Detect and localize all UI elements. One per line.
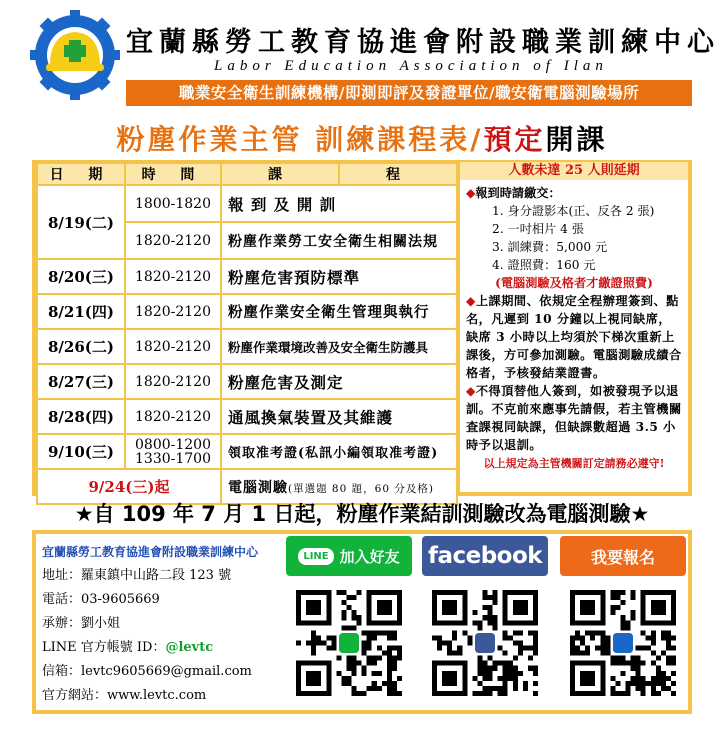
requirements-title: ◆報到時請繳交： (466, 186, 561, 200)
row-time: 1820-2120 (125, 222, 221, 259)
table-row (37, 364, 457, 399)
row-date: 8/27(三) (37, 364, 125, 399)
table-row (37, 434, 457, 469)
row-course: 報 到 及 開 訓 (221, 185, 457, 222)
facebook-qr-code-icon[interactable] (432, 590, 538, 696)
announcement-banner: ★自 109 年 7 月 1 日起，粉塵作業結訓測驗改為電腦測驗★ (74, 502, 650, 526)
row-time: 1820-2120 (125, 259, 221, 294)
policy-note: 以上規定為主管機關訂定請務必遵守! (483, 457, 665, 470)
contact-address: 地址：羅東鎮中山路二段 123 號 (42, 568, 232, 583)
org-title: 宜蘭縣勞工教育協進會附設職業訓練中心 (126, 27, 720, 58)
schedule-frame (32, 160, 692, 496)
row-course: 粉塵危害及測定 (221, 364, 457, 399)
table-row (37, 294, 457, 329)
row-date: 8/19(二) (37, 185, 125, 259)
course-title-planned: 預定 (483, 123, 546, 156)
contact-website[interactable]: 官方網站：www.levtc.com (42, 688, 207, 703)
table-row (37, 329, 457, 364)
header-course-2: 程 (339, 163, 457, 185)
row-time-afternoon: 1330-1700 (135, 450, 211, 467)
row-time: 1820-2120 (125, 399, 221, 434)
exam-course-label: 電腦測驗 (228, 479, 288, 496)
row-course: 粉塵作業環境改善及安全衛生防護具 (221, 329, 457, 364)
course-title-open: 開課 (545, 123, 608, 156)
row-course: 粉塵作業勞工安全衛生相關法規 (221, 222, 457, 259)
requirements-list (466, 202, 682, 274)
row-course: 通風換氣裝置及其維護 (221, 399, 457, 434)
row-date: 8/26(二) (37, 329, 125, 364)
hardhat-gear-logo-icon (30, 10, 120, 100)
header-date: 日 期 (37, 163, 125, 185)
table-row (37, 259, 457, 294)
course-title (0, 118, 724, 158)
org-subtitle: Labor Education Association of Ilan (214, 58, 608, 74)
contact-email: 信箱：levtc9605669@gmail.com (42, 664, 252, 679)
row-course: 粉塵危害預防標準 (221, 259, 457, 294)
exam-course-note: (單選題 80 題，60 分及格) (288, 482, 434, 495)
line-button-label: 加入好友 (339, 547, 400, 566)
header-course-1: 課 (221, 163, 339, 185)
row-time-morning: 0800-1200 (135, 436, 211, 453)
row-time: 1820-2120 (125, 364, 221, 399)
exam-date: 9/24(三)起 (37, 469, 221, 504)
diamond-bullet-icon: ◆ (466, 294, 476, 308)
register-button[interactable]: 我要報名 (560, 536, 686, 576)
header (0, 0, 724, 120)
org-banner: 職業安全衛生訓練機構/即測即評及發證單位/職安衛電腦測驗場所 (126, 80, 692, 106)
contact-frame (32, 530, 692, 714)
row-time (125, 434, 221, 469)
line-icon: LINE (298, 548, 333, 565)
contact-phone: 電話：03-9605669 (42, 592, 160, 607)
list-item: 4. 證照費：160 元 (492, 258, 596, 272)
table-row (37, 185, 457, 222)
notice-head: 人數未達 25 人則延期 (460, 162, 688, 180)
course-title-main: 粉塵作業主管 訓練課程表/ (116, 123, 484, 156)
row-date: 9/10(三) (37, 434, 125, 469)
fee-note: (電腦測驗及格者才繳證照費) (495, 276, 653, 290)
diamond-bullet-icon: ◆ (466, 384, 476, 398)
register-qr-code-icon[interactable] (570, 590, 676, 696)
row-date: 8/20(三) (37, 259, 125, 294)
line-add-friend-button[interactable] (286, 536, 412, 576)
contact-info (42, 540, 282, 708)
list-item: 3. 訓練費：5,000 元 (492, 240, 608, 254)
row-time: 1820-2120 (125, 329, 221, 364)
rule-proxy: ◆不得頂替他人簽到，如被發現予以退訓。不克前來應事先請假，若主管機關查課視同缺課，但缺課數超過 3.5 小時予以退訓。 (466, 384, 682, 452)
list-item: 2. 一吋相片 4 張 (492, 222, 584, 236)
rule-attendance: ◆上課期間、依規定全程辦理簽到、點名，凡遲到 10 分鐘以上視同缺席，缺席 3 小時以上均須於下梯次重新上課後，方可參加測驗。電腦測驗成績合格者，予核發結業證書。 (466, 294, 682, 380)
contact-org: 宜蘭縣勞工教育協進會附設職業訓練中心 (42, 545, 259, 559)
row-date: 8/21(四) (37, 294, 125, 329)
header-time: 時 間 (125, 163, 221, 185)
row-date: 8/28(四) (37, 399, 125, 434)
schedule-table (36, 162, 458, 505)
line-qr-code-icon[interactable] (296, 590, 402, 696)
row-time: 1820-2120 (125, 294, 221, 329)
contact-handler: 承辦：劉小姐 (42, 616, 121, 631)
row-course: 粉塵作業安全衛生管理與執行 (221, 294, 457, 329)
table-row (37, 399, 457, 434)
diamond-bullet-icon: ◆ (466, 186, 476, 200)
table-header-row (37, 163, 457, 185)
line-id: @levtc (165, 640, 214, 655)
row-course: 領取准考證(私訊小編領取准考證) (221, 434, 457, 469)
list-item: 1. 身分證影本(正、反各 2 張) (492, 204, 655, 218)
facebook-button[interactable]: facebook (422, 536, 548, 576)
row-time: 1800-1820 (125, 185, 221, 222)
contact-line: LINE 官方帳號 ID：@levtc (42, 640, 214, 655)
notice-panel (460, 162, 688, 492)
